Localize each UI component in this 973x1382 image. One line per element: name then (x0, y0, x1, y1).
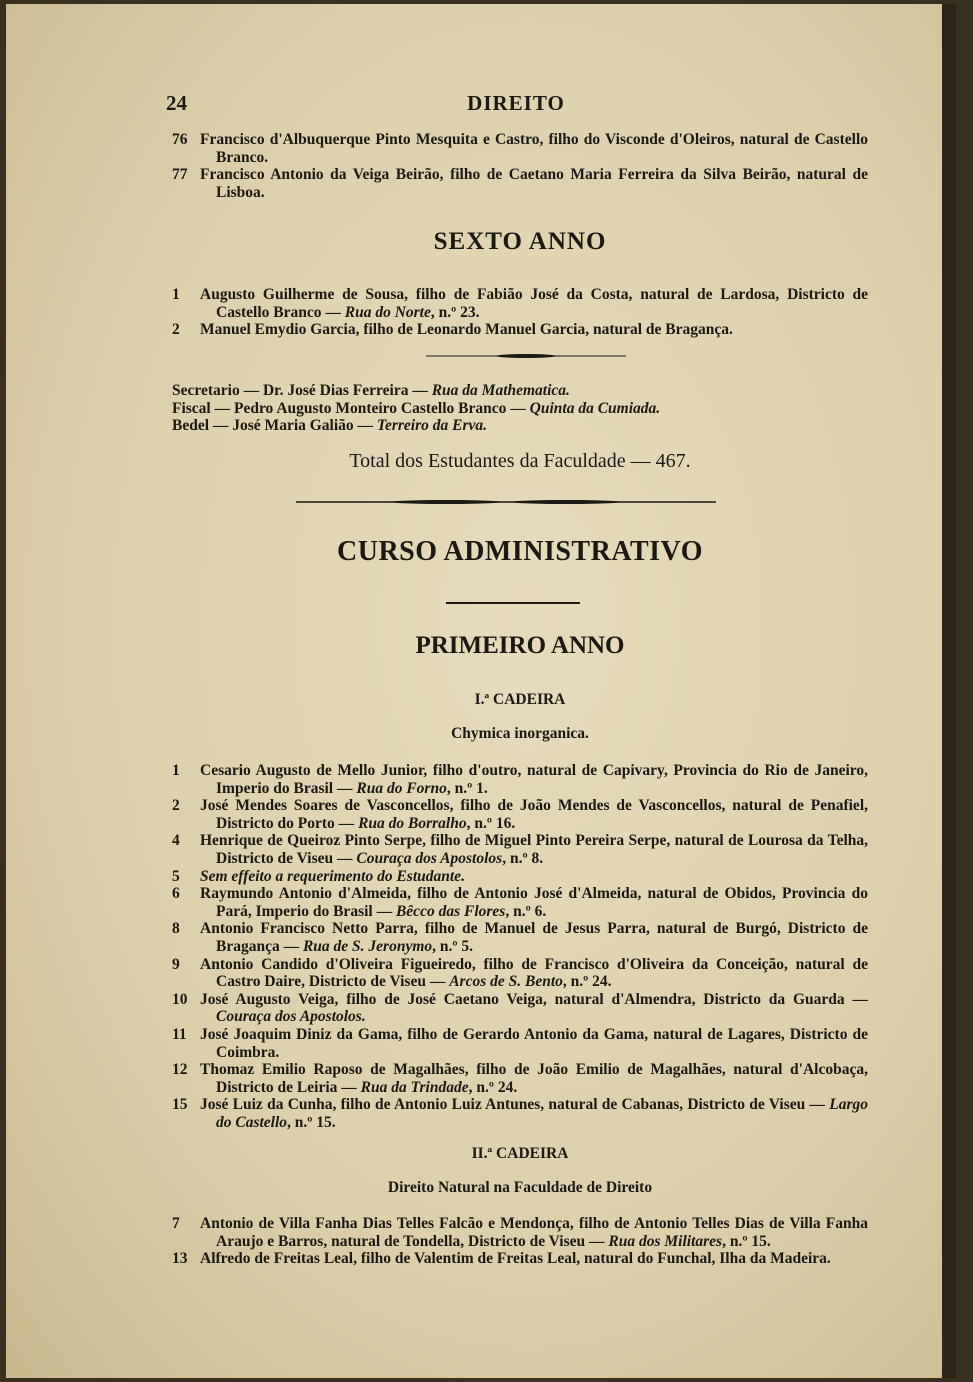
list-item: 8 Antonio Francisco Netto Parra, filho de Manuel de Jesus Parra, natural de Burgó, Districto de Bragança — Rua de S. Jeronymo, n.º 5. (172, 920, 868, 955)
running-header (166, 91, 866, 121)
section-title-sexto: SEXTO ANNO (433, 228, 607, 255)
list-item: 4 Henrique de Queiroz Pinto Serpe, filho de Miguel Pinto Pereira Serpe, natural de Lourosa da Telha, Districto de Viseu — Couraça dos Apostolos, n.º 8. (172, 832, 868, 867)
list-item: 7 Antonio de Villa Fanha Dias Telles Falcão e Mendonça, filho de Antonio Telles Dias de Villa Fanha Araujo e Barros, natural de Tondella, Districto de Viseu — Rua dos Militares, n.º 15. (172, 1215, 868, 1250)
list-item: 5 Sem effeito a requerimento do Estudante. (172, 867, 465, 885)
list-item: 12 Thomaz Emilio Raposo de Magalhães, filho de João Emilio de Magalhães, natural d'Alcobaça, Districto de Leiria — Rua da Trindade, n.º 24. (172, 1061, 868, 1096)
list-item: 2 José Mendes Soares de Vasconcellos, filho de João Mendes de Vasconcellos, natural de Penafiel, Districto do Porto — Rua do Borralho, n.º 16. (172, 797, 868, 832)
officials-list (172, 382, 872, 435)
official-bedel: Bedel — José Maria Galião — Terreiro da Erva. (172, 417, 488, 435)
short-rule (446, 602, 580, 604)
list-item: 1 Cesario Augusto de Mello Junior, filho d'outro, natural de Capivary, Provincia do Rio de Janeiro, Imperio do Brasil — Rua do Forno, n.º 1. (172, 762, 868, 797)
list-item: 9 Antonio Candido d'Oliveira Figueiredo, filho de Francisco d'Oliveira da Conceição, natural de Castro Daire, Districto de Viseu — Arcos de S. Bento, n.º 24. (172, 955, 868, 991)
list-item: 1 Augusto Guilherme de Sousa, filho de Fabião José da Costa, natural de Lardosa, Districto de Castello Branco — Rua do Norte, n.º 23. (172, 286, 868, 321)
sexto-entry-list (172, 286, 868, 339)
cadeira-subject-1: Chymica inorganica. (451, 725, 589, 742)
cadeira-subject-2: Direito Natural na Faculdade de Direito (387, 1179, 653, 1196)
list-item: 10 José Augusto Veiga, filho de José Caetano Veiga, natural d'Almendra, Districto da Guarda — Couraça dos Apostolos. (172, 990, 868, 1026)
page-number: 24 (166, 91, 187, 115)
cadeira2-entry-list (172, 1215, 868, 1268)
list-item: 2 Manuel Emydio Garcia, filho de Leonardo Manuel Garcia, natural de Bragança. (172, 321, 733, 339)
list-item: 13 Alfredo de Freitas Leal, filho de Valentim de Freitas Leal, natural do Funchal, Ilha da Madeira. (172, 1250, 831, 1268)
list-item: 11 José Joaquim Diniz da Gama, filho de Gerardo Antonio da Gama, natural de Lagares, Districto de Coimbra. (172, 1025, 868, 1061)
list-item: 77 Francisco Antonio da Veiga Beirão, filho de Caetano Maria Ferreira da Silva Beirão, natural de Lisboa. (172, 166, 868, 201)
official-fiscal: Fiscal — Pedro Augusto Monteiro Castello Branco — Quinta da Cumiada. (172, 399, 661, 417)
official-secretario: Secretario — Dr. José Dias Ferreira — Rua da Mathematica. (172, 382, 570, 399)
ornament-divider (426, 354, 626, 358)
list-item: 76 Francisco d'Albuquerque Pinto Mesquita e Castro, filho do Visconde d'Oleiros, natural de Castello Branco. (172, 131, 868, 166)
cadeira-label-1: I.ª CADEIRA (474, 691, 566, 708)
cadeira-label-2: II.ª CADEIRA (471, 1145, 569, 1162)
year-title-primeiro: PRIMEIRO ANNO (415, 632, 625, 659)
page-title: DIREITO (467, 91, 565, 115)
top-entry-list (172, 131, 868, 201)
document-page (6, 4, 956, 1378)
list-item: 15 José Luiz da Cunha, filho de Antonio Luiz Antunes, natural de Cabanas, Districto de Viseu — Largo do Castello, n.º 15. (172, 1096, 868, 1131)
section-divider (296, 500, 716, 504)
list-item: 6 Raymundo Antonio d'Almeida, filho de Antonio José d'Almeida, natural de Obidos, Provincia do Pará, Imperio do Brasil — Bêcco das Flores, n.º 6. (172, 885, 868, 920)
cadeira1-entry-list (172, 762, 868, 1131)
student-total: Total dos Estudantes da Faculdade — 467. (349, 450, 691, 472)
section-title-curso: CURSO ADMINISTRATIVO (337, 536, 703, 567)
page-edge (942, 4, 956, 1378)
